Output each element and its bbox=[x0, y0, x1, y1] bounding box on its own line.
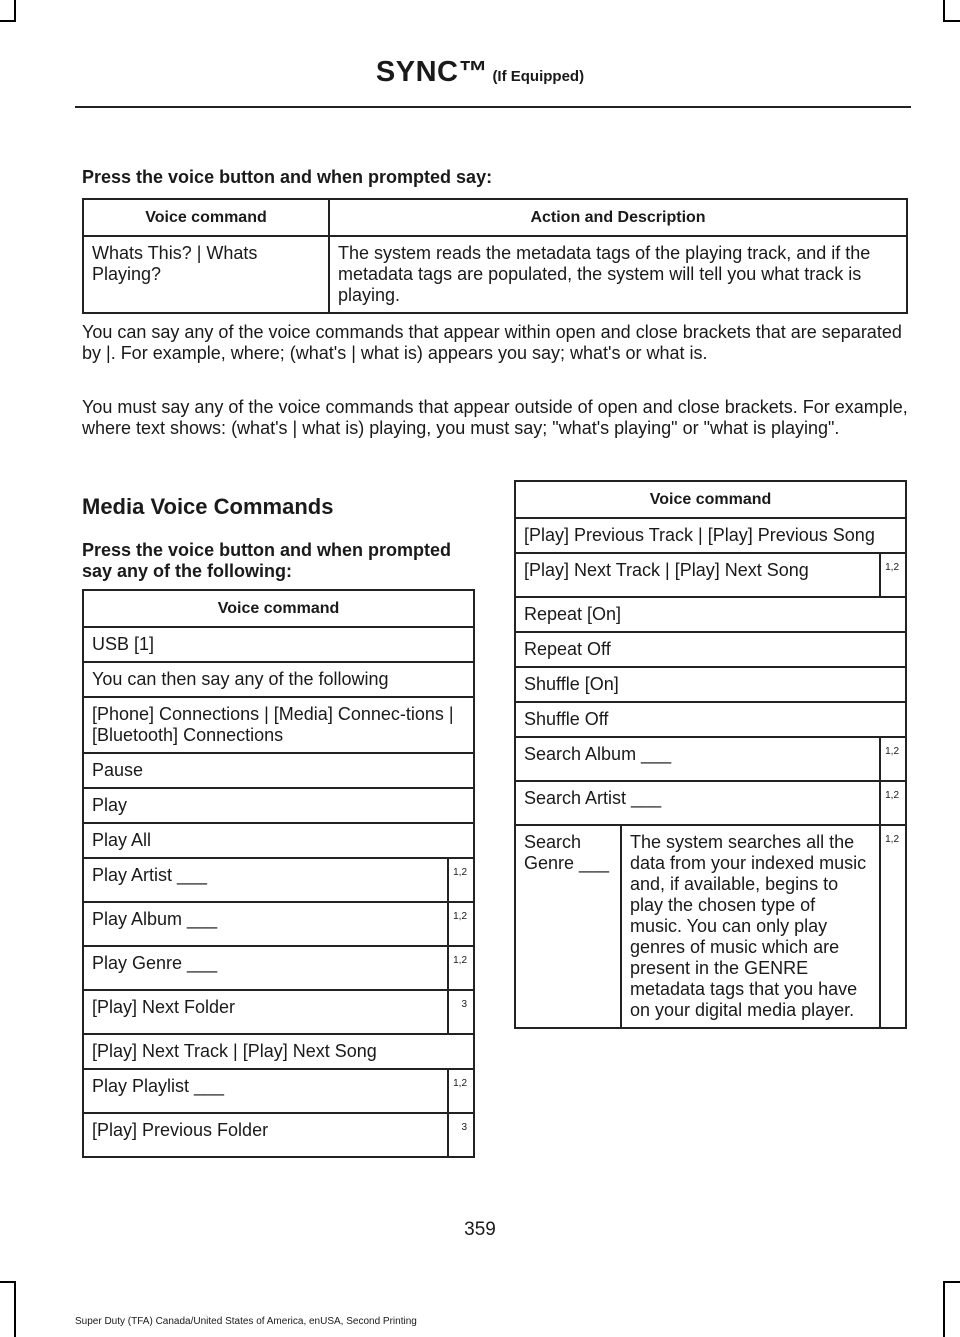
voice-command-cell: Whats This? | Whats Playing? bbox=[83, 236, 329, 313]
crop-mark bbox=[943, 1281, 960, 1283]
command-cell: Repeat Off bbox=[515, 632, 906, 667]
footnote-cell: 3 bbox=[448, 1113, 474, 1157]
table-row bbox=[83, 1069, 474, 1113]
paragraph-brackets: You can say any of the voice commands that appear within open and close brackets that are separated by |. For example, where; (what's | what is) appears you say; what's or what is. bbox=[82, 322, 902, 363]
table-row bbox=[83, 662, 474, 697]
section-qualifier: (If Equipped) bbox=[492, 68, 585, 85]
table-row bbox=[515, 518, 906, 553]
table-row bbox=[83, 902, 474, 946]
footnote-cell: 1,2 bbox=[448, 858, 474, 902]
command-cell: Search Artist ___ bbox=[515, 781, 880, 825]
col-header-voice-command: Voice command bbox=[83, 199, 329, 236]
section-heading: Media Voice Commands bbox=[82, 494, 334, 519]
command-cell: Repeat [On] bbox=[515, 597, 906, 632]
section-subheading: Press the voice button and when prompted say any of the following: bbox=[82, 540, 452, 581]
command-cell: You can then say any of the following bbox=[83, 662, 474, 697]
footnote-cell: 1,2 bbox=[448, 946, 474, 990]
col-header-voice-command: Voice command bbox=[83, 590, 474, 627]
paragraph-outside-brackets: You must say any of the voice commands that appear outside of open and close brackets. For example, where text shows: (what's | what is) playing, you must say; "what's playing" or "what is playing". bbox=[82, 397, 908, 438]
command-cell: Play Genre ___ bbox=[83, 946, 448, 990]
table-row bbox=[515, 702, 906, 737]
command-cell: [Phone] Connections | [Media] Connec-tions | [Bluetooth] Connections bbox=[83, 697, 474, 753]
table-row bbox=[83, 236, 907, 313]
table-row bbox=[83, 1034, 474, 1069]
command-cell: USB [1] bbox=[83, 627, 474, 662]
table-row bbox=[83, 990, 474, 1034]
description-cell: The system reads the metadata tags of the playing track, and if the metadata tags are populated, the system will tell you what track is playing. bbox=[329, 236, 907, 313]
crop-mark bbox=[943, 1281, 945, 1337]
footer-edition: Super Duty (TFA) Canada/United States of America, enUSA, Second Printing bbox=[75, 1316, 417, 1327]
media-commands-table-left bbox=[82, 589, 475, 1158]
page-number: 359 bbox=[464, 1219, 496, 1240]
footnote-cell: 1,2 bbox=[880, 737, 906, 781]
description-cell: The system searches all the data from your indexed music and, if available, begins to play the chosen type of music. You can only play genres of music which are present in the GENRE metadata tags that you have on your digital media player. bbox=[621, 825, 880, 1028]
footnote-cell: 1,2 bbox=[880, 553, 906, 597]
table-row bbox=[515, 553, 906, 597]
media-commands-table-right bbox=[514, 480, 907, 1029]
command-cell: [Play] Next Track | [Play] Next Song bbox=[83, 1034, 474, 1069]
intro-table bbox=[82, 198, 908, 314]
command-cell: [Play] Previous Track | [Play] Previous Song bbox=[515, 518, 906, 553]
table-row bbox=[515, 737, 906, 781]
table-row bbox=[515, 632, 906, 667]
footnote-cell: 1,2 bbox=[448, 902, 474, 946]
crop-mark bbox=[14, 0, 16, 20]
command-cell: [Play] Next Track | [Play] Next Song bbox=[515, 553, 880, 597]
table-row bbox=[83, 858, 474, 902]
table-row bbox=[515, 825, 906, 1028]
footnote-cell: 3 bbox=[448, 990, 474, 1034]
page-title bbox=[0, 56, 960, 89]
table-row bbox=[83, 627, 474, 662]
command-cell: Play Album ___ bbox=[83, 902, 448, 946]
command-cell: Pause bbox=[83, 753, 474, 788]
command-cell: Play Playlist ___ bbox=[83, 1069, 448, 1113]
command-cell: Shuffle Off bbox=[515, 702, 906, 737]
col-header-action: Action and Description bbox=[329, 199, 907, 236]
table-row bbox=[83, 697, 474, 753]
table-row bbox=[83, 946, 474, 990]
command-cell: [Play] Next Folder bbox=[83, 990, 448, 1034]
table-row bbox=[83, 1113, 474, 1157]
table-row bbox=[515, 781, 906, 825]
command-cell: Shuffle [On] bbox=[515, 667, 906, 702]
command-cell: Search Album ___ bbox=[515, 737, 880, 781]
crop-mark bbox=[943, 0, 945, 20]
command-cell: Play All bbox=[83, 823, 474, 858]
crop-mark bbox=[943, 20, 960, 22]
command-cell: Search Genre ___ bbox=[515, 825, 621, 1028]
footnote-cell: 1,2 bbox=[880, 781, 906, 825]
table-row bbox=[515, 667, 906, 702]
command-cell: Play Artist ___ bbox=[83, 858, 448, 902]
intro-lead: Press the voice button and when prompted say: bbox=[82, 167, 493, 187]
footnote-cell: 1,2 bbox=[880, 825, 906, 1028]
command-cell: [Play] Previous Folder bbox=[83, 1113, 448, 1157]
col-header-voice-command: Voice command bbox=[515, 481, 906, 518]
header-rule bbox=[75, 106, 911, 108]
table-row bbox=[515, 597, 906, 632]
footnote-cell: 1,2 bbox=[448, 1069, 474, 1113]
table-row bbox=[83, 788, 474, 823]
crop-mark bbox=[0, 20, 16, 22]
section-title: SYNC™ bbox=[375, 56, 488, 88]
table-row bbox=[83, 753, 474, 788]
command-cell: Play bbox=[83, 788, 474, 823]
crop-mark bbox=[14, 1281, 16, 1337]
table-row bbox=[83, 823, 474, 858]
